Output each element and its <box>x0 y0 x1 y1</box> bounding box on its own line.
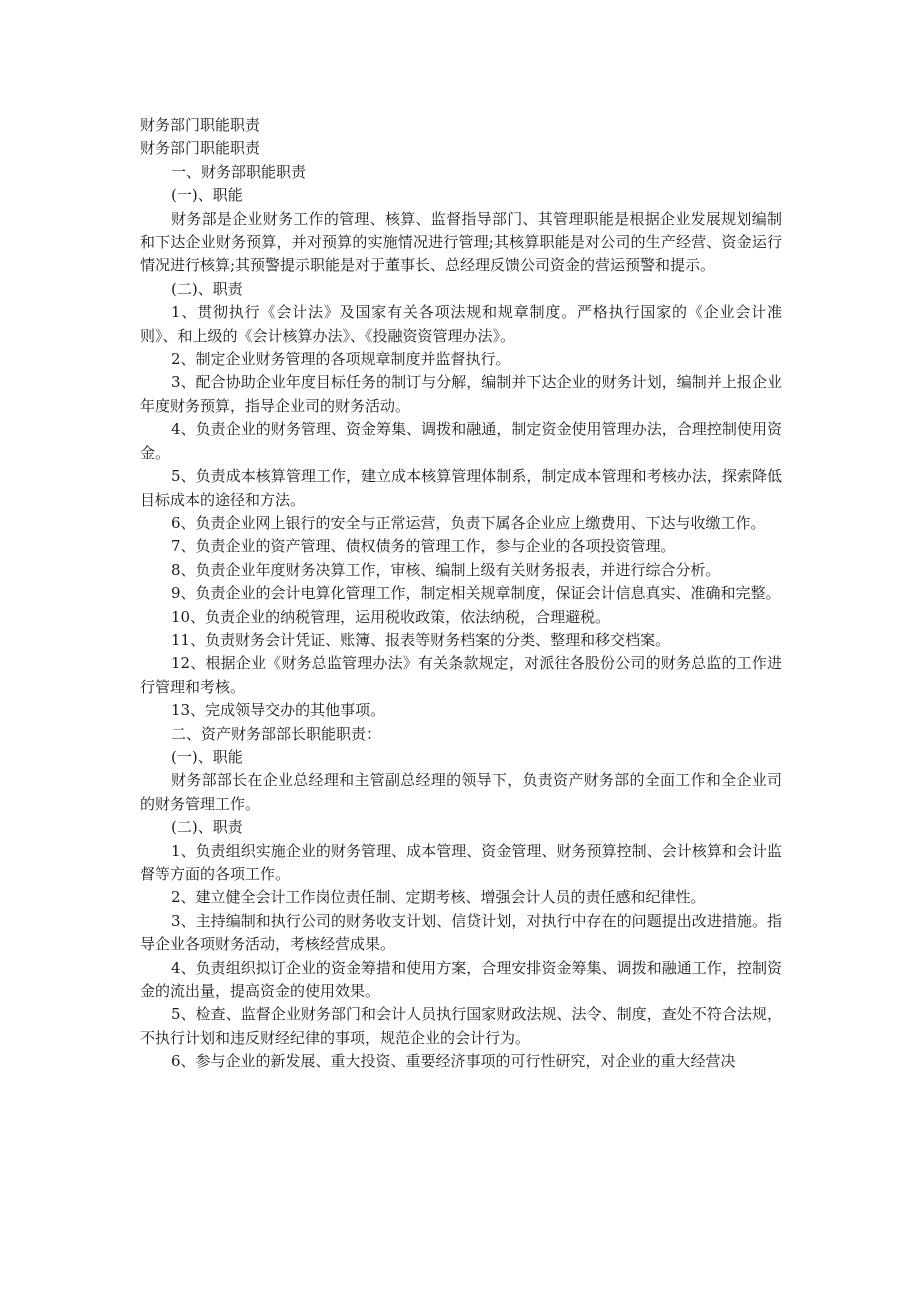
section-2-duty-heading: (二)、职责 <box>171 818 243 837</box>
document-title: 财务部门职能职责 <box>140 116 261 134</box>
document-body <box>140 114 782 1074</box>
section-1-function-text: 财务部是企业财务工作的管理、核算、监督指导部门、其管理职能是根据企业发展规划编制和下达企业财务预算，并对预算的实施情况进行管理;其核算职能是对公司的生产经营、资金运行情况进行核算;其预警提示职能是对于董事长、总经理反馈公司资金的营运预警和提示。 <box>140 209 782 275</box>
section-1-function-heading: (一)、职能 <box>171 186 243 205</box>
section-1-duty-item: 12、根据企业《财务总监管理办法》有关条款规定，对派往各股份公司的财务总监的工作进行管理和考核。 <box>140 654 782 696</box>
section-2-duty-item: 4、负责组织拟订企业的资金筹措和使用方案，合理安排资金筹集、调拨和融通工作，控制资金的流出量，提高资金的使用效果。 <box>140 958 782 1001</box>
section-1-duty-item: 4、负责企业的财务管理、资金筹集、调拨和融通，制定资金使用管理办法，合理控制使用资金。 <box>140 420 782 462</box>
section-1-heading: 一、财务部职能职责 <box>171 162 307 181</box>
section-1-duty-item: 13、完成领导交办的其他事项。 <box>171 701 386 720</box>
section-2-duty-item: 3、主持编制和执行公司的财务收支计划、信贷计划，对执行中存在的问题提出改进措施。指导企业各项财务活动，考核经营成果。 <box>140 911 782 954</box>
section-1-duty-item: 8、负责企业年度财务决算工作，审核、编制上级有关财务报表，并进行综合分析。 <box>171 560 721 579</box>
section-1-duty-item: 3、配合协助企业年度目标任务的制订与分解，编制并下达企业的财务计划，编制并上报企业年度财务预算，指导企业司的财务活动。 <box>140 373 782 415</box>
section-1-duty-item: 6、负责企业网上银行的安全与正常运营，负责下属各企业应上缴费用、下达与收缴工作。 <box>171 513 766 532</box>
document-subtitle: 财务部门职能职责 <box>140 139 261 158</box>
section-1-duty-item: 10、负责企业的纳税管理，运用税收政策，依法纳税，合理避税。 <box>171 607 611 626</box>
section-1-duty-heading: (二)、职责 <box>171 279 243 298</box>
section-1-duty-item: 9、负责企业的会计电算化管理工作，制定相关规章制度，保证会计信息真实、准确和完整。 <box>171 584 781 603</box>
section-2-heading: 二、资产财务部部长职能职责： <box>171 724 382 743</box>
section-1-duty-item: 5、负责成本核算管理工作，建立成本核算管理体制系，制定成本管理和考核办法，探索降低目标成本的途径和方法。 <box>140 467 782 509</box>
section-2-duty-item: 6、参与企业的新发展、重大投资、重要经济事项的可行性研究，对企业的重大经营决 <box>171 1052 736 1071</box>
section-1-duty-item: 7、负责企业的资产管理、债权债务的管理工作，参与企业的各项投资管理。 <box>171 537 676 556</box>
section-2-duty-item: 2、建立健全会计工作岗位责任制、定期考核、增强会计人员的责任感和纪律性。 <box>171 888 706 907</box>
section-2-function-text: 财务部部长在企业总经理和主管副总经理的领导下，负责资产财务部的全面工作和全企业司的财务管理工作。 <box>140 771 782 813</box>
section-2-duty-item: 5、检查、监督企业财务部门和会计人员执行国家财政法规、法令、制度，查处不符合法规，不执行计划和违反财经纪律的事项，规范企业的会计行为。 <box>140 1005 782 1047</box>
section-1-duty-item: 11、负责财务会计凭证、账簿、报表等财务档案的分类、整理和移交档案。 <box>171 630 671 649</box>
section-1-duty-item: 2、制定企业财务管理的各项规章制度并监督执行。 <box>171 350 511 369</box>
section-2-duty-item: 1、负责组织实施企业的财务管理、成本管理、资金管理、财务预算控制、会计核算和会计监督等方面的各项工作。 <box>140 841 782 883</box>
section-1-duty-item: 1、贯彻执行《会计法》及国家有关各项法规和规章制度。严格执行国家的《企业会计准则》、和上级的《会计核算办法》、《投融资资管理办法》。 <box>140 303 782 345</box>
section-2-function-heading: (一)、职能 <box>171 747 243 766</box>
